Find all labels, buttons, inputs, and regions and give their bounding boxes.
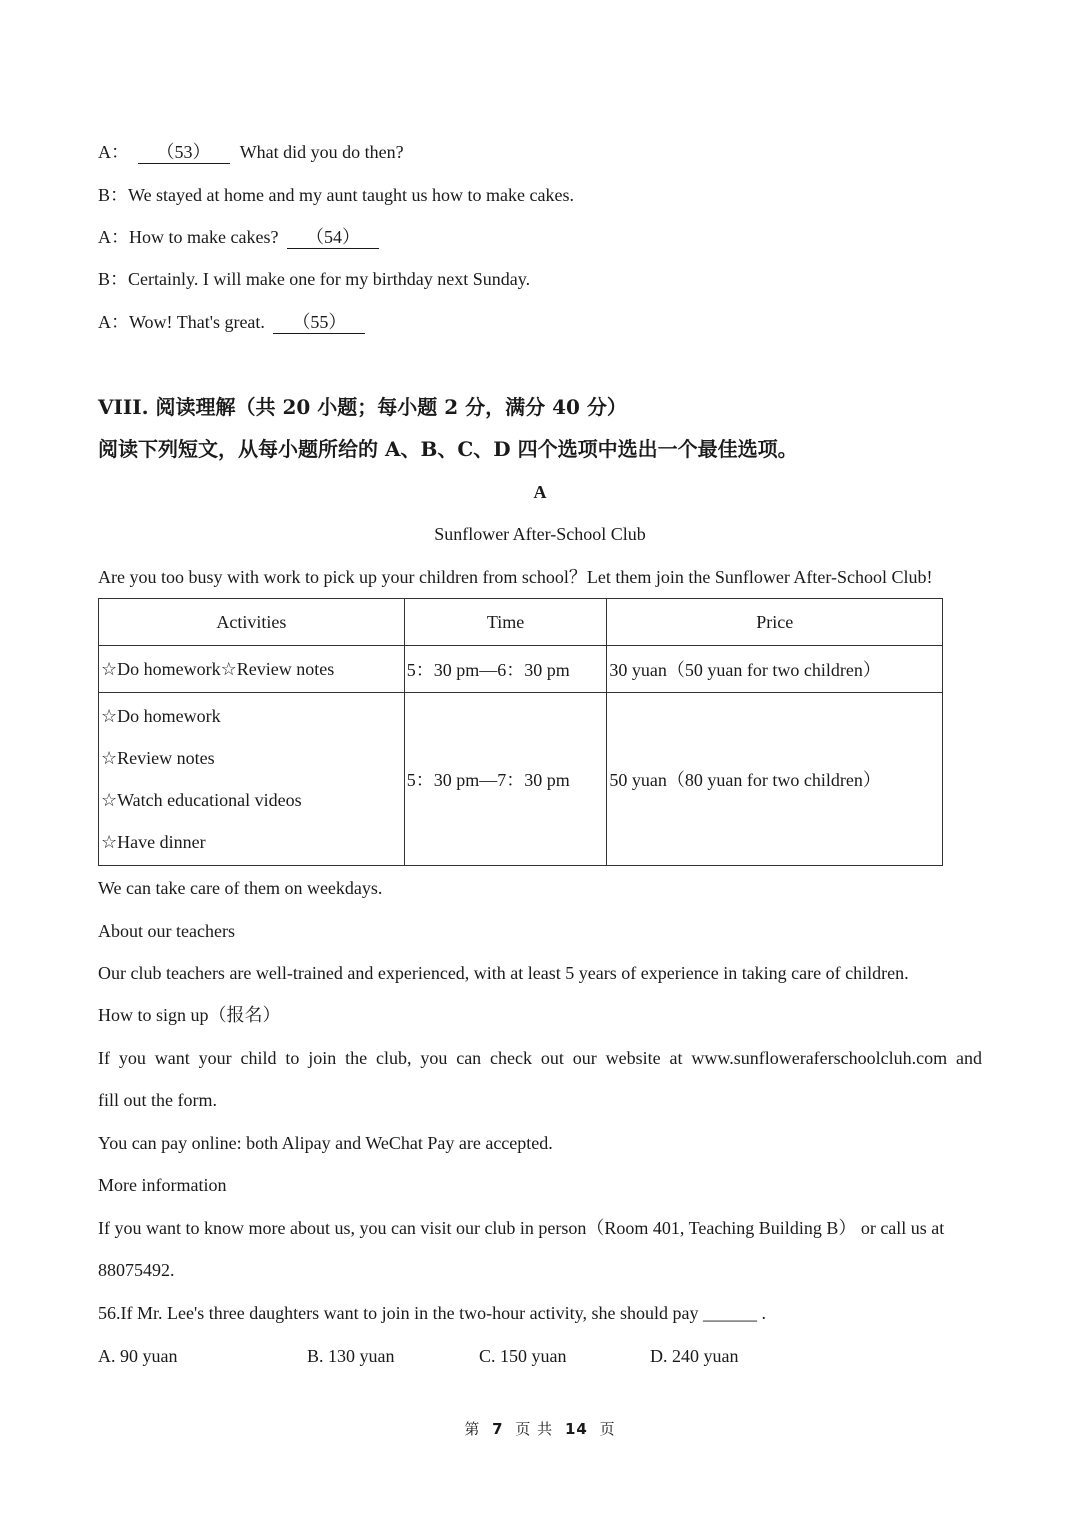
page-footer [0,1418,1080,1439]
dialogue-line-b1 [98,183,574,207]
answer-blank-55: （55） [273,311,365,334]
signup-text: If you want your child to join the club, you can check out our website at www.sunfloweraferschoolcluh.com and [98,1048,982,1068]
answer-blank-53: （53） [138,141,230,164]
table-row [99,693,943,866]
table-row [99,646,943,693]
passage-title: Sunflower After-School Club [434,524,646,544]
passage-label: A [533,482,547,502]
activities-cell: ☆Do homework☆Review notes [99,646,405,693]
activity-item: ☆Watch educational videos [101,790,302,810]
price-cell: 30 yuan（50 yuan for two children） [607,646,943,693]
activity-item: ☆Review notes [101,748,215,768]
dialogue-text: We stayed at home and my aunt taught us how to make cakes. [128,185,574,205]
dialogue-line-53 [98,140,404,164]
passage-intro: Are you too busy with work to pick up your children from school？Let them join the Sunflower After-School Club! [98,567,933,587]
price-cell: 50 yuan（80 yuan for two children） [607,693,943,866]
signup-text-cont: fill out the form. [98,1090,217,1110]
activity-item: ☆Have dinner [101,832,206,852]
option-c[interactable]: C. 150 yuan [479,1346,567,1366]
footer-pre: 第 [464,1420,481,1438]
speaker-label: A： [98,312,129,332]
dialogue-line-54 [98,225,385,249]
section-instruction: 阅读下列短文，从每小题所给的 A、B、C、D 四个选项中选出一个最佳选项。 [98,437,798,461]
dialogue-text: What did you do then? [239,142,404,162]
answer-blank-54: （54） [287,226,379,249]
dialogue-text: Certainly. I will make one for my birthday next Sunday. [128,269,531,289]
header-activities: Activities [99,599,405,646]
more-heading: More information [98,1175,227,1195]
activities-cell [99,693,405,866]
page-number: 7 [492,1420,504,1438]
question-56-stem: 56.If Mr. Lee's three daughters want to join in the two-hour activity, she should pay ______ . [98,1303,766,1323]
page-total: 14 [564,1420,588,1438]
speaker-label: B： [98,269,129,289]
footer-post: 页 [599,1420,616,1438]
more-text: If you want to know more about us, you can visit our club in person（Room 401, Teaching Building B） or call us at [98,1218,945,1238]
option-d[interactable]: D. 240 yuan [650,1346,739,1366]
dialogue-line-b2 [98,267,530,291]
more-text-phone: 88075492. [98,1260,175,1280]
header-price: Price [607,599,943,646]
dialogue-text: How to make cakes? [129,227,279,247]
speaker-label: A： [98,227,129,247]
option-b[interactable]: B. 130 yuan [307,1346,395,1366]
weekdays-text: We can take care of them on weekdays. [98,878,383,898]
footer-mid: 页 共 [515,1420,554,1438]
pay-text: You can pay online: both Alipay and WeChat Pay are accepted. [98,1133,553,1153]
dialogue-text: Wow! That's great. [129,312,265,332]
activity-item: ☆Do homework [101,706,221,726]
signup-heading: How to sign up（报名） [98,1005,281,1025]
dialogue-line-55 [98,310,371,334]
speaker-label: B： [98,185,129,205]
time-cell: 5：30 pm—6：30 pm [404,646,607,693]
header-time: Time [404,599,607,646]
section-title: VIII. 阅读理解（共 20 小题；每小题 2 分，满分 40 分） [98,395,627,419]
option-a[interactable]: A. 90 yuan [98,1346,178,1366]
teachers-heading: About our teachers [98,921,235,941]
table-header-row [99,599,943,646]
teachers-text: Our club teachers are well-trained and experienced, with at least 5 years of experience in taking care of children. [98,963,909,983]
activity-table [98,598,943,866]
time-cell: 5：30 pm—7：30 pm [404,693,607,866]
speaker-label: A： [98,142,129,162]
